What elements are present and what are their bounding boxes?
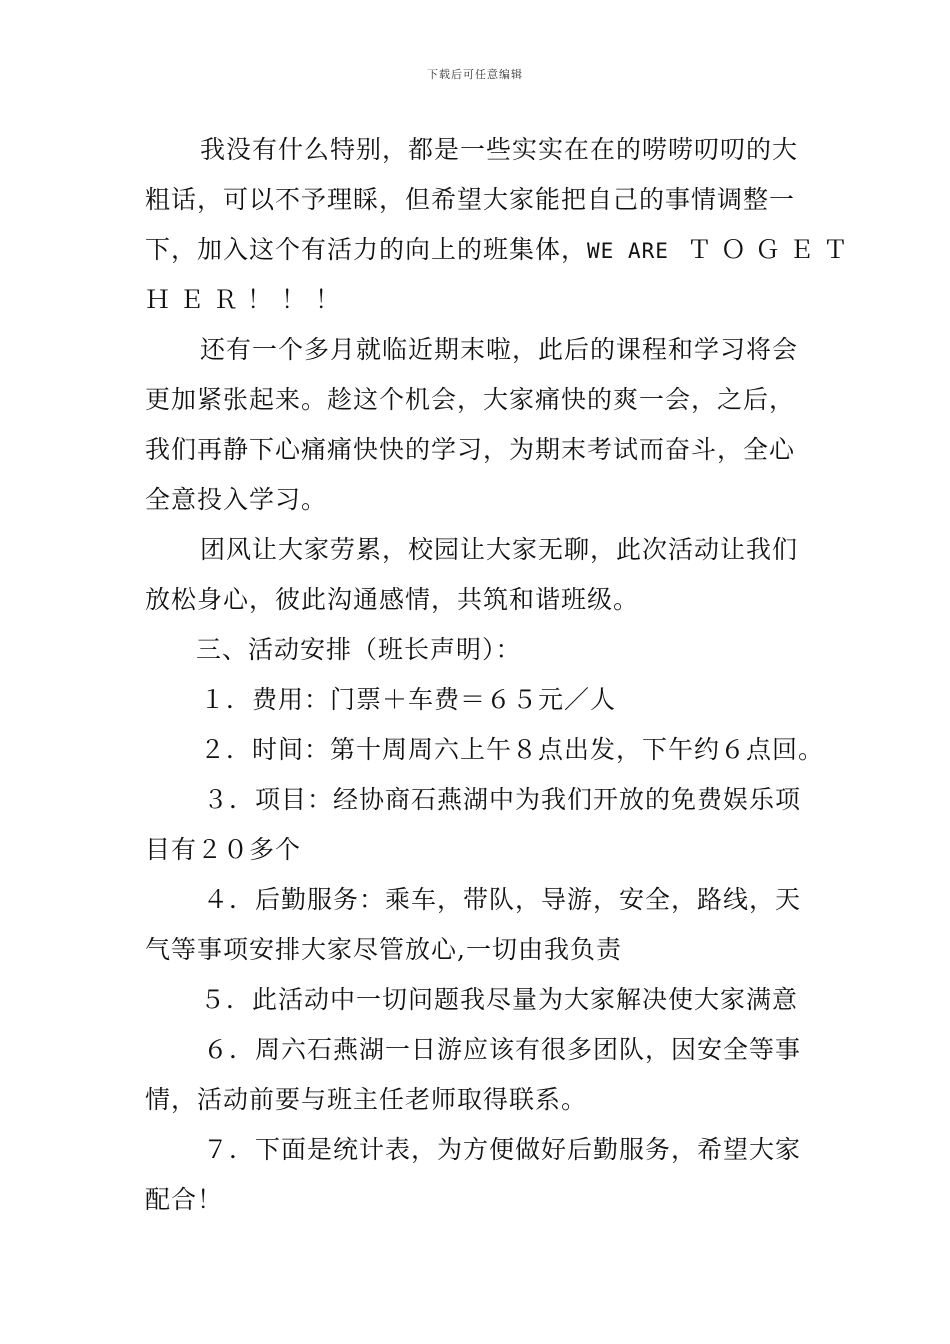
paragraph-1-line-4: ＨＥＲ！！！: [145, 285, 350, 314]
paragraph-1-line-3: [145, 235, 857, 266]
list-item-4-line-2: 气等事项安排大家尽管放心,一切由我负责: [145, 935, 622, 964]
list-item-3-line-2: 目有２０多个: [145, 835, 302, 864]
paragraph-2-line-2: 更加紧张起来。趁这个机会，大家痛快的爽一会，之后，: [145, 385, 796, 414]
list-item-6-line-1: ６．周六石燕湖一日游应该有很多团队，因安全等事: [203, 1035, 802, 1064]
list-item-5: ５．此活动中一切问题我尽量为大家解决使大家满意: [200, 985, 799, 1014]
list-item-4-line-1: ４．后勤服务：乘车，带队，导游，安全，路线，天: [203, 885, 802, 914]
list-item-6-line-2: 情，活动前要与班主任老师取得联系。: [145, 1085, 588, 1114]
section-heading-activity-arrangement: 三、活动安排（班长声明）：: [196, 635, 522, 664]
paragraph-2-line-3: 我们再静下心痛痛快快的学习，为期末考试而奋斗，全心: [145, 435, 796, 464]
list-item-1: １．费用：门票＋车费＝６５元／人: [200, 685, 617, 714]
paragraph-3-line-1: 团风让大家劳累，校园让大家无聊，此次活动让我们: [200, 535, 799, 564]
paragraph-1-line-1: 我没有什么特别，都是一些实实在在的唠唠叨叨的大: [200, 135, 799, 164]
list-item-2: ２．时间：第十周周六上午８点出发，下午约６点回。: [200, 735, 825, 764]
paragraph-1-we-are: WE ARE: [587, 239, 669, 263]
list-item-7-line-2: 配合！: [145, 1185, 224, 1214]
paragraph-1-line-2: 粗话，可以不予理睬，但希望大家能把自己的事情调整一: [145, 185, 796, 214]
paragraph-1-together-part: ＴＯＧＥＴ: [686, 235, 857, 264]
paragraph-1-line-3-text: 下，加入这个有活力的向上的班集体，: [145, 235, 588, 264]
paragraph-2-line-4: 全意投入学习。: [145, 485, 328, 514]
paragraph-2-line-1: 还有一个多月就临近期末啦，此后的课程和学习将会: [200, 335, 799, 364]
paragraph-3-line-2: 放松身心，彼此沟通感情，共筑和谐班级。: [145, 585, 640, 614]
list-item-7-line-1: ７．下面是统计表，为方便做好后勤服务，希望大家: [203, 1135, 802, 1164]
list-item-3-line-1: ３．项目：经协商石燕湖中为我们开放的免费娱乐项: [203, 785, 802, 814]
page-header-note: 下载后可任意编辑: [427, 68, 523, 81]
